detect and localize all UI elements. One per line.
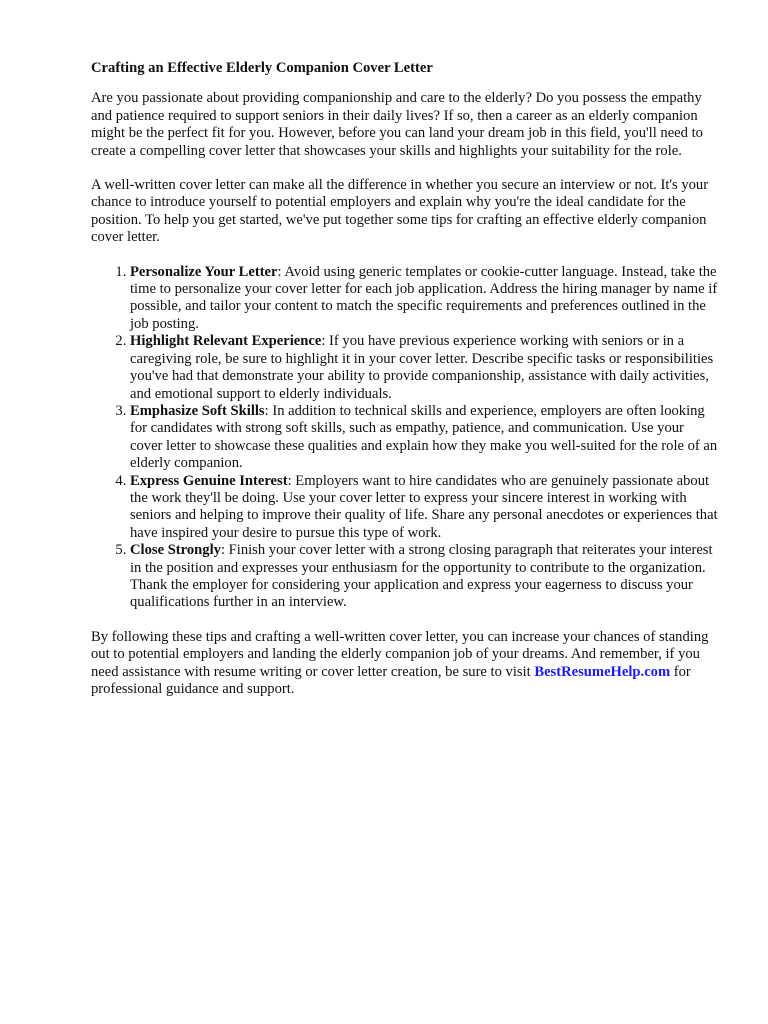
tip-separator: : <box>287 472 296 489</box>
tip-term: Highlight Relevant Experience <box>130 333 322 350</box>
tip-separator: : <box>277 263 285 280</box>
tip-text: Employers want to hire candidates who are genuinely passionate about the work they'll be doing. Use your cover letter to express your sincere interest in working with seniors and helping to improve their quality of life. Share any personal anecdotes or experiences that have inspired your desire to pursue this type of work. <box>130 472 718 541</box>
document-title: Crafting an Effective Elderly Companion Cover Letter <box>91 60 433 76</box>
tip-item <box>130 333 719 403</box>
tip-text: In addition to technical skills and experience, employers are often looking for candidates with strong soft skills, such as empathy, patience, and communication. Use your cover letter to showcase these qualities and explain how they make you well-suited for the role of an elderly companion. <box>130 402 718 472</box>
closing-text-after-link: for professional guidance and support. <box>91 663 691 697</box>
intro-paragraph-1: Are you passionate about providing companionship and care to the elderly? Do you possess the empathy and patience required to support seniors in their daily lives? If so, then a career as an elderly companion might be the perfect fit for you. However, before you can land your dream job in this field, you'll need to create a compelling cover letter that showcases your skills and highlights your suitability for the role. <box>91 90 703 159</box>
intro-paragraph-2: A well-written cover letter can make all the difference in whether you secure an interview or not. It's your chance to introduce yourself to potential employers and explain why you're the ideal candidate for the position. To help you get started, we've put together some tips for crafting an effective elderly companion cover letter. <box>91 177 709 246</box>
tip-separator: : <box>264 402 273 419</box>
tip-item <box>130 473 719 543</box>
bestresumehelp-link[interactable]: BestResumeHelp.com <box>534 663 671 680</box>
tip-text: If you have previous experience working with seniors or in a caregiving role, be sure to highlight it in your cover letter. Describe specific tasks or responsibilities you've had that demonstrate your ability to provide companionship, assistance with daily activities, and emotional support to elderly individuals. <box>130 333 714 402</box>
tip-text: Finish your cover letter with a strong closing paragraph that reiterates your interest in the position and expresses your enthusiasm for the opportunity to contribute to the organization. Thank the employer for considering your application and express your eagerness to discuss your qualifications further in an interview. <box>130 542 713 611</box>
closing-paragraph <box>91 629 719 699</box>
tip-term: Emphasize Soft Skills <box>130 402 265 419</box>
closing-text-before-link: By following these tips and crafting a well-written cover letter, you can increase your chances of standing out to potential employers and landing the elderly companion job of your dreams. And remember, if you need assistance with resume writing or cover letter creation, be sure to visit <box>91 628 709 680</box>
document-page <box>91 60 719 715</box>
tip-term: Express Genuine Interest <box>130 472 288 489</box>
tip-term: Personalize Your Letter <box>130 263 278 280</box>
tips-list <box>91 264 719 612</box>
tip-text: Avoid using generic templates or cookie-cutter language. Instead, take the time to personalize your cover letter for each job application. Address the hiring manager by name if possible, and tailor your content to match the specific requirements and preferences outlined in the job posting. <box>130 263 718 332</box>
tip-item <box>130 542 719 612</box>
tip-item <box>130 264 719 334</box>
tip-separator: : <box>220 542 229 559</box>
tip-item <box>130 403 719 473</box>
tip-separator: : <box>321 333 330 350</box>
tip-term: Close Strongly <box>130 542 221 559</box>
